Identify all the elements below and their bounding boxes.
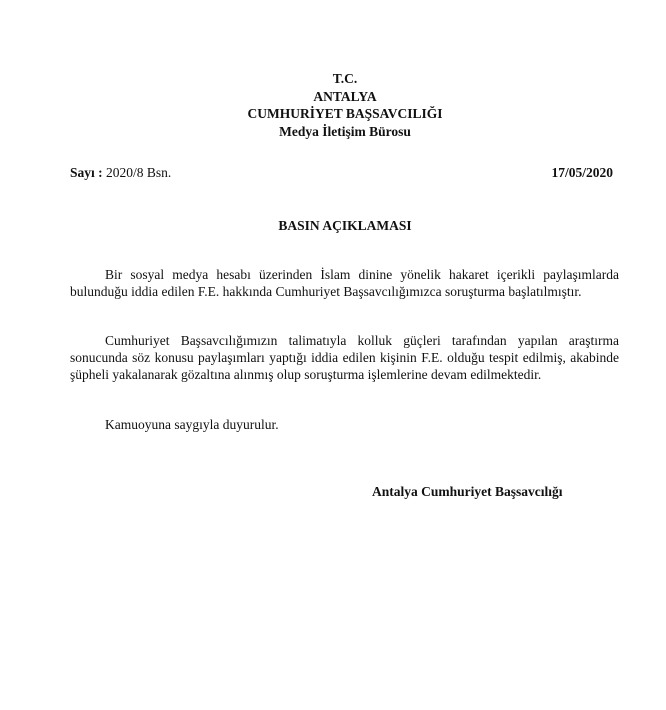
signature: Antalya Cumhuriyet Başsavcılığı [372,484,563,499]
paragraph-1: Bir sosyal medya hesabı üzerinden İslam dinine yönelik hakaret içerikli paylaşımlarda bulunduğu iddia edilen F.E. hakkında Cumhuriyet Başsavcılığımızca soruşturma başlatılmıştır. [70,267,619,299]
paragraph-2: Cumhuriyet Başsavcılığımızın talimatıyla kolluk güçleri tarafından yapılan araştırma sonucunda söz konusu paylaşımları yaptığı iddia edilen kişinin F.E. olduğu tespit edilmiş, akabinde şüpheli yakalanarak gözaltına alınmış olup soruşturma işlemlerine devam edilmektedir. [70,333,619,382]
letterhead-department: Medya İletişim Bürosu [279,123,411,139]
document-number-value: 2020/8 Bsn. [106,165,172,180]
document-number [70,165,171,181]
document-title: BASIN AÇIKLAMASI [278,218,412,233]
letterhead-country: T.C. [332,71,358,86]
document-date: 17/05/2020 [551,165,613,180]
paragraph-3: Kamuoyuna saygıyla duyurulur. [105,417,279,432]
letterhead [0,70,666,140]
document-number-label: Sayı : [70,165,103,180]
letterhead-city: ANTALYA [313,88,377,104]
letterhead-office: CUMHURİYET BAŞSAVCILIĞI [247,106,443,121]
